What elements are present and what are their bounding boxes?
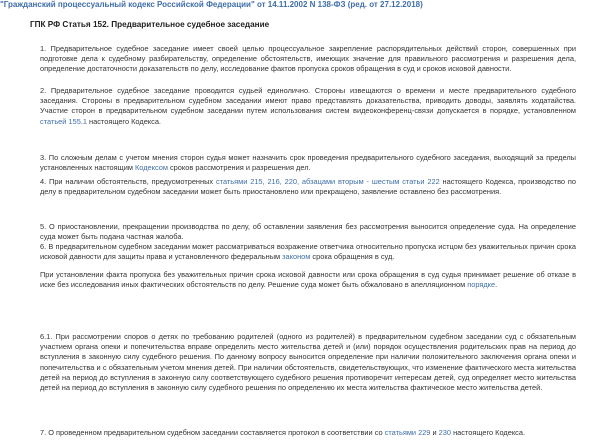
paragraph-3 xyxy=(40,153,576,173)
appeal-procedure-link[interactable]: порядке xyxy=(467,280,496,290)
paragraph-7-text-a: 7. О проведенном предварительном судебном заседании составляется протокол в соответствии со xyxy=(40,428,385,437)
paragraph-4 xyxy=(40,177,576,197)
paragraph-3-text-b: сроков рассмотрения и разрешения дел. xyxy=(167,163,311,173)
law-link[interactable]: законом xyxy=(282,252,311,262)
paragraph-4-text-b: настоящего Кодекса, производство по делу в предварительном судебном заседании может быть приостановлено или прекращено, заявление оставлено без рассмотрения. xyxy=(40,177,577,197)
articles-215-222-link[interactable]: статьями 215, 216, 220, абзацами вторым - шестым статьи 222 xyxy=(215,177,440,186)
article-229-link[interactable]: статьями 229 xyxy=(384,428,431,437)
paragraph-1 xyxy=(40,44,576,75)
code-link[interactable]: Кодексом xyxy=(134,163,168,173)
paragraph-6-text-b: срока обращения в суд. xyxy=(310,252,395,262)
article-155-1-link[interactable]: статьей 155.1 xyxy=(40,116,87,126)
paragraph-5 xyxy=(40,222,576,242)
paragraph-7 xyxy=(40,428,576,438)
paragraph-6-1 xyxy=(40,332,576,393)
paragraph-5-text: 5. О приостановлении, прекращении производства по делу, об оставлении заявления без рассмотрения выносится определение суда. На определение суда может быть подана частная жалоба. xyxy=(40,222,576,242)
paragraph-3-text-a: 3. По сложным делам с учетом мнения сторон судья может назначить срок проведения предварительного судебного заседания, выходящий за пределы установленных настоящим xyxy=(40,153,576,173)
document-header xyxy=(0,0,600,10)
paragraph-6-cont-text-a: При установлении факта пропуска без уважительных причин срока исковой давности или срока обращения в суд судья принимает решение об отказе в иске без исследования иных фактических обстоятельств по делу. Решение суда может быть обжаловано в апелляционном xyxy=(40,270,576,290)
paragraph-6-continuation xyxy=(40,270,576,290)
paragraph-6-1-text: 6.1. При рассмотрении споров о детях по требованию родителей (одного из родителей) в предварительном судебном заседании суд с обязательным участием органа опеки и попечительства вправе определить место жительства детей и (или) порядок осуществления родительских прав на период до вступления в законную силу судебного решения. По данному вопросу выносится определение при наличии положительного заключения органа опеки и попечительства и с обязательным учетом мнения детей. При наличии обстоятельств, свидетельствующих, что изменение фактического места жительства детей на период до вступления в законную силу соответствующего судебного решения противоречит интересам детей, суд определяет место жительства детей на период до вступления в законную силу судебного решения по определению их места жительства фактическое место жительства детей. xyxy=(40,332,576,393)
paragraph-4-text-a: 4. При наличии обстоятельств, предусмотренных xyxy=(40,177,216,186)
paragraph-1-text: 1. Предварительное судебное заседание имеет своей целью процессуальное закрепление распорядительных действий сторон, совершенных при подготовке дела к судебному разбирательству, определение обстоятельств, имеющих значение для правильного рассмотрения и разрешения дела, определение достаточности доказательств по делу, исследование фактов пропуска сроков обращения в суд и сроков исковой давности. xyxy=(40,44,576,74)
paragraph-2-text-a: 2. Предварительное судебное заседание проводится судьей единолично. Стороны извещаются о времени и месте предварительного судебного заседания. Стороны в предварительном судебном заседании имеют право представлять доказательства, приводить доводы, заявлять ходатайства. Участие сторон в предварительном судебном заседании путем использования систем видеоконференц-связи допускается в порядке, установленном xyxy=(40,86,576,116)
paragraph-7-text-b: настоящего Кодекса. xyxy=(451,428,526,437)
code-title-link[interactable]: "Гражданский процессуальный кодекс Российской Федерации" от 14.11.2002 N 138-ФЗ (ред. от 27.12.2018) xyxy=(0,0,423,9)
paragraph-2-text-b: настоящего Кодекса. xyxy=(86,116,161,126)
paragraph-6-cont-text-b: . xyxy=(495,280,498,290)
paragraph-7-text-mid: и xyxy=(430,428,439,437)
article-230-link[interactable]: 230 xyxy=(438,428,452,437)
paragraph-6 xyxy=(40,242,576,262)
paragraph-2 xyxy=(40,86,576,127)
article-title: ГПК РФ Статья 152. Предварительное судебное заседание xyxy=(30,20,270,29)
paragraph-6-text-a: 6. В предварительном судебном заседании может рассматриваться возражение ответчика относительно пропуска истцом без уважительных причин срока исковой давности для защиты права и установленного федеральным xyxy=(40,242,576,262)
